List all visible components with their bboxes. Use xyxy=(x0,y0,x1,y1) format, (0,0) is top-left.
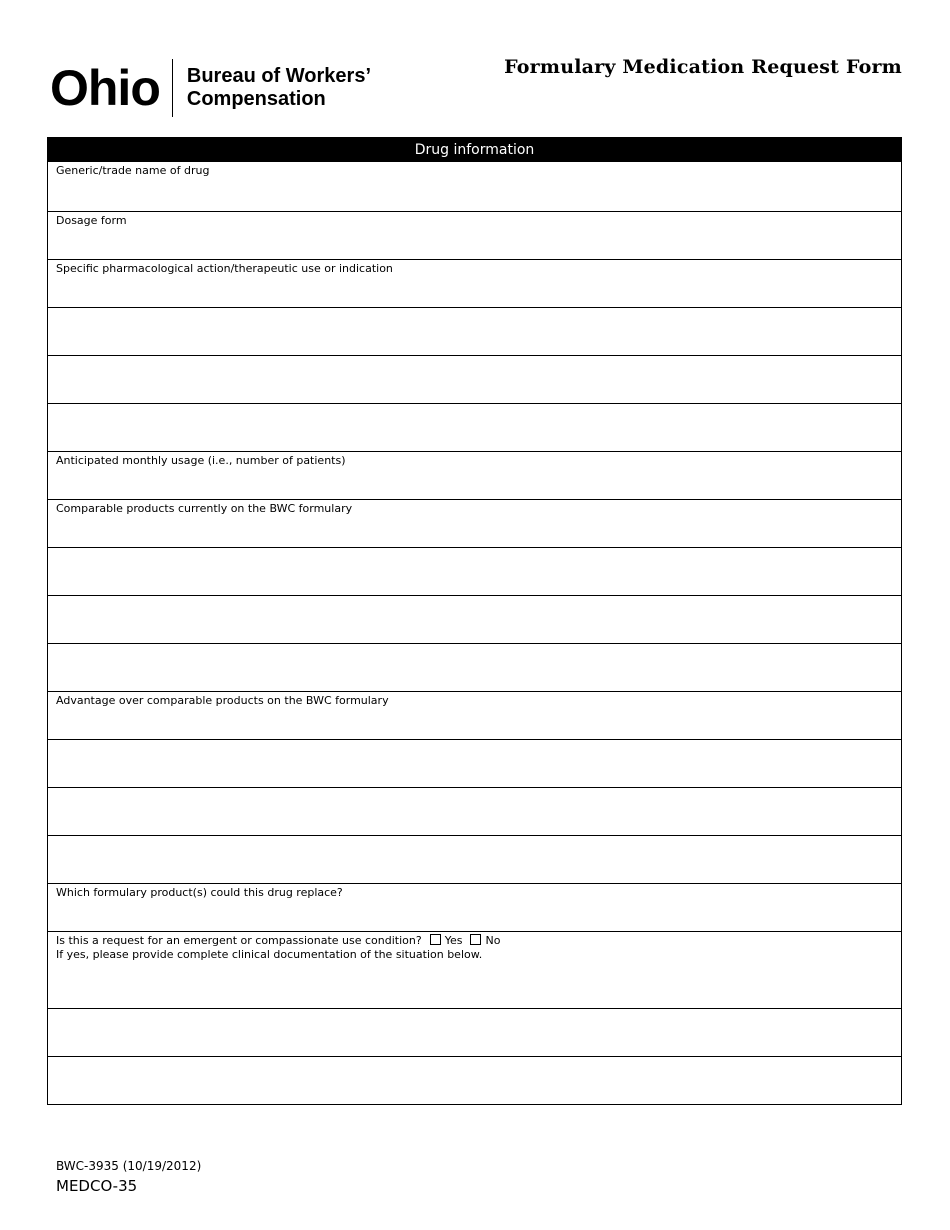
advantage-line[interactable] xyxy=(48,739,901,787)
advantage-line[interactable] xyxy=(48,835,901,883)
medco-code: MEDCO-35 xyxy=(56,1177,138,1195)
logo-ohio-text: Ohio xyxy=(50,60,160,116)
advantage-field[interactable] xyxy=(48,691,901,739)
form-code: BWC-3935 (10/19/2012) xyxy=(56,1159,202,1173)
drug-name-label: Generic/trade name of drug xyxy=(56,164,210,177)
no-label: No xyxy=(485,934,501,947)
comparable-products-line[interactable] xyxy=(48,643,901,691)
pharm-action-label: Specific pharmacological action/therapeutic use or indication xyxy=(56,262,393,275)
clinical-documentation-line[interactable] xyxy=(48,1008,901,1056)
emergent-note: If yes, please provide complete clinical documentation of the situation below. xyxy=(56,948,483,961)
logo-bureau-line1: Bureau of Workers’ xyxy=(186,65,371,87)
dosage-form-field[interactable] xyxy=(48,211,901,259)
monthly-usage-label: Anticipated monthly usage (i.e., number of patients) xyxy=(56,454,346,467)
ohio-bwc-logo xyxy=(50,58,371,118)
dosage-form-label: Dosage form xyxy=(56,214,127,227)
comparable-products-field[interactable] xyxy=(48,499,901,547)
comparable-products-line[interactable] xyxy=(48,595,901,643)
replace-field[interactable] xyxy=(48,883,901,931)
pharm-action-line[interactable] xyxy=(48,355,901,403)
yes-label: Yes xyxy=(444,934,463,947)
no-checkbox[interactable] xyxy=(470,934,481,945)
emergent-use-field[interactable] xyxy=(48,931,901,1008)
drug-information-form xyxy=(47,137,902,1105)
replace-label: Which formulary product(s) could this drug replace? xyxy=(56,886,343,899)
pharm-action-line[interactable] xyxy=(48,403,901,451)
section-header-drug-information: Drug information xyxy=(48,138,901,162)
pharm-action-line[interactable] xyxy=(48,307,901,355)
logo-bureau-line2: Compensation xyxy=(186,88,326,110)
advantage-line[interactable] xyxy=(48,787,901,835)
drug-name-field[interactable] xyxy=(48,162,901,211)
form-title: Formulary Medication Request Form xyxy=(504,56,902,78)
page-header xyxy=(0,0,950,135)
emergent-question xyxy=(56,934,500,948)
comparable-products-line[interactable] xyxy=(48,547,901,595)
monthly-usage-field[interactable] xyxy=(48,451,901,499)
comparable-products-label: Comparable products currently on the BWC formulary xyxy=(56,502,353,515)
emergent-question-label: Is this a request for an emergent or compassionate use condition? xyxy=(56,934,422,947)
advantage-label: Advantage over comparable products on the BWC formulary xyxy=(56,694,389,707)
logo-divider xyxy=(172,59,173,117)
yes-checkbox[interactable] xyxy=(430,934,441,945)
clinical-documentation-line[interactable] xyxy=(48,1056,901,1104)
logo-bureau-text xyxy=(187,65,371,111)
pharm-action-field[interactable] xyxy=(48,259,901,307)
